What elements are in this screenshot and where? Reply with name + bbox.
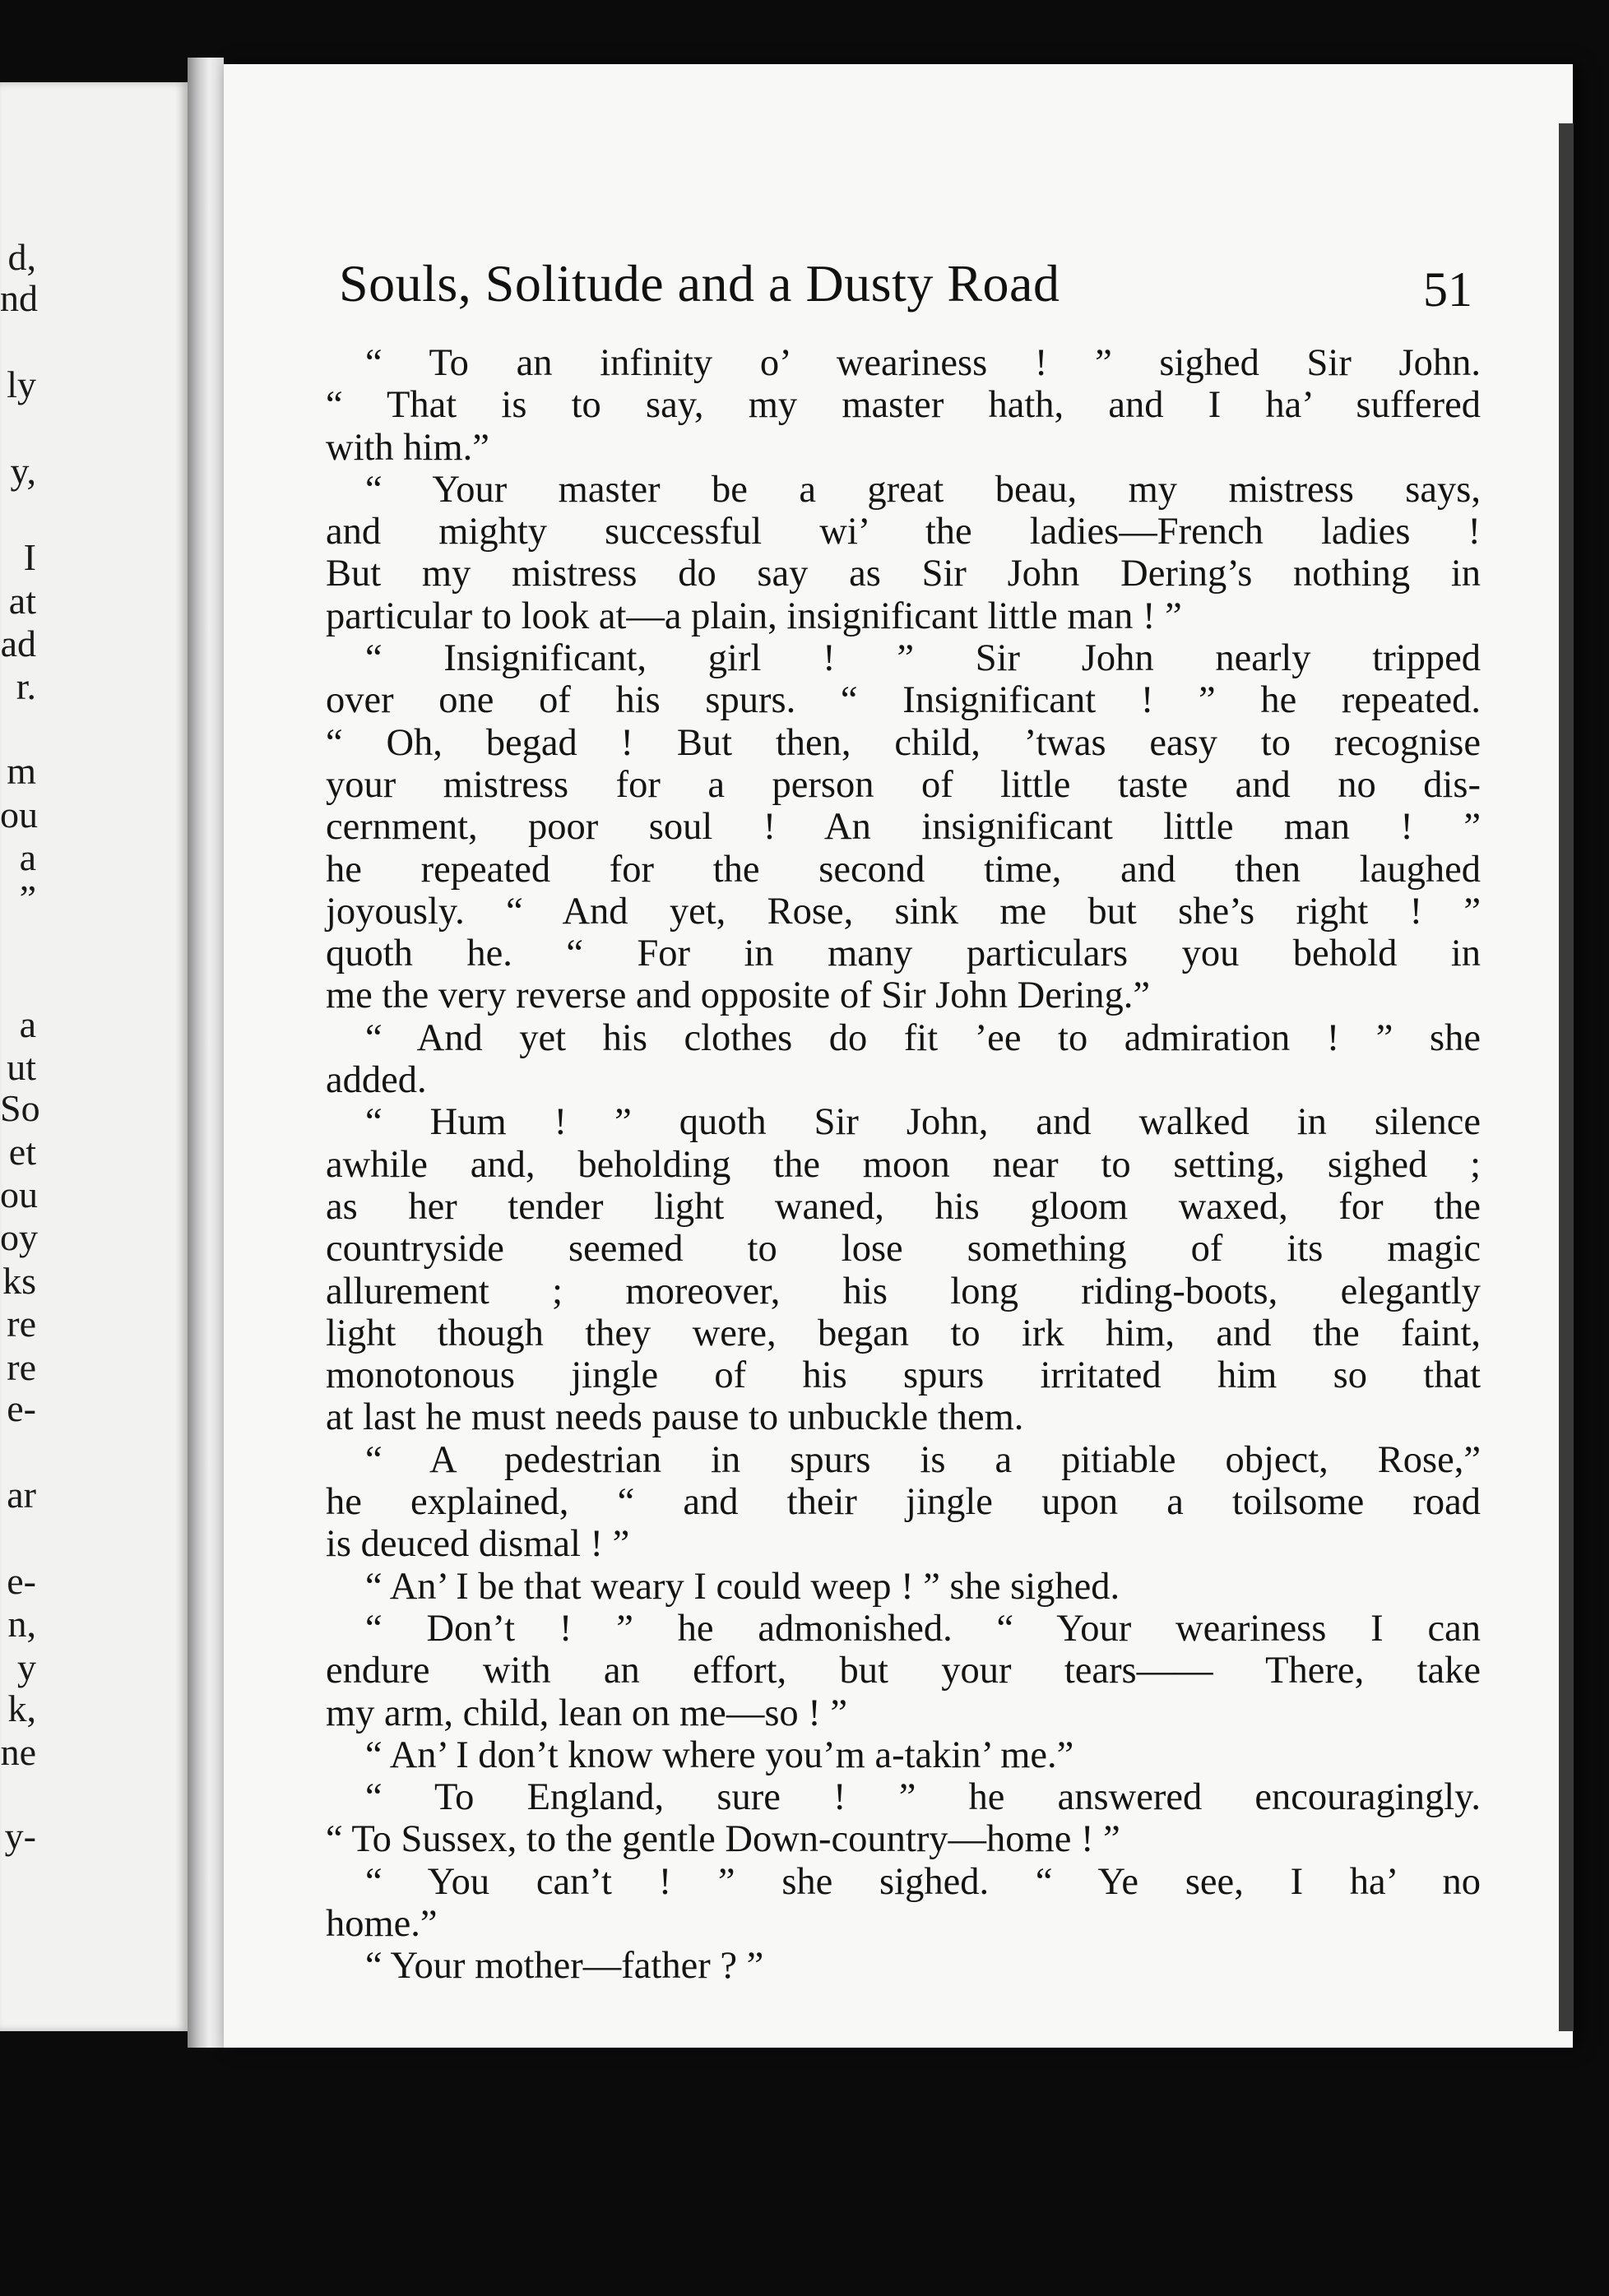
facing-page-fragment: ne — [0, 1731, 36, 1773]
text-line: particular to look at—a plain, insignificant little man ! ” — [326, 595, 1182, 637]
text-line: my arm, child, lean on me—so ! ” — [326, 1692, 848, 1734]
text-line: he explained, “ and their jingle upon a toilsome road — [326, 1481, 1481, 1524]
page-header — [339, 253, 1573, 327]
facing-page-fragment: ou — [0, 794, 38, 836]
text-line: quoth he. “ For in many particulars you behold in — [326, 933, 1481, 975]
facing-page-fragment: re — [7, 1346, 36, 1388]
facing-page-fragment: d, — [7, 236, 36, 278]
facing-page-fragment: ks — [2, 1260, 36, 1302]
text-line: monotonous jingle of his spurs irritated him so that — [326, 1354, 1481, 1397]
facing-page-fragment: re — [7, 1303, 36, 1345]
text-line: “ A pedestrian in spurs is a pitiable object, Rose,” — [365, 1438, 1481, 1481]
text-line: at last he must needs pause to unbuckle them. — [326, 1396, 1024, 1439]
text-line: “ An’ I be that weary I could weep ! ” she sighed. — [365, 1565, 1120, 1608]
text-line: me the very reverse and opposite of Sir John Dering.” — [326, 974, 1151, 1017]
facing-page-edge — [0, 82, 188, 2031]
text-line: “ Your master be a great beau, my mistress says, — [365, 468, 1481, 511]
text-line: “ An’ I don’t know where you’m a-takin’ me.” — [365, 1734, 1074, 1776]
text-line: “ Hum ! ” quoth Sir John, and walked in silence — [365, 1101, 1481, 1144]
facing-page-fragment: y — [17, 1646, 36, 1688]
text-line: awhile and, beholding the moon near to setting, sighed ; — [326, 1143, 1481, 1186]
text-line: joyously. “ And yet, Rose, sink me but she’s right ! ” — [326, 890, 1481, 933]
text-line: “ Insignificant, girl ! ” Sir John nearly tripped — [365, 637, 1481, 680]
text-line: cernment, poor soul ! An insignificant little man ! ” — [326, 806, 1481, 849]
book-gutter — [188, 58, 224, 2048]
facing-page-fragment: et — [8, 1131, 36, 1173]
text-line: and mighty successful wi’ the ladies—French ladies ! — [326, 511, 1481, 553]
text-line: “ That is to say, my master hath, and I ha’ suffered — [326, 384, 1481, 427]
page-number: 51 — [1423, 262, 1472, 317]
text-line: your mistress for a person of little taste and no dis- — [326, 763, 1481, 806]
facing-page-fragment: ly — [7, 363, 36, 405]
facing-page-fragment: I — [23, 536, 36, 578]
text-line: “ You can’t ! ” she sighed. “ Ye see, I ha’ no — [365, 1860, 1481, 1903]
running-head: Souls, Solitude and a Dusty Road — [339, 254, 1060, 312]
facing-page-fragment: m — [7, 750, 36, 792]
facing-page-fragment: ou — [0, 1173, 38, 1215]
text-line: as her tender light waned, his gloom waxed, for the — [326, 1185, 1481, 1228]
facing-page-fragment: nd — [0, 277, 38, 319]
facing-page-fragment: y, — [10, 450, 36, 492]
text-line: “ And yet his clothes do fit ’ee to admiration ! ” she — [365, 1016, 1481, 1059]
facing-page-fragment: k, — [7, 1687, 36, 1729]
facing-page-fragment: at — [8, 580, 36, 622]
text-line: allurement ; moreover, his long riding-boots, elegantly — [326, 1270, 1481, 1312]
text-line: “ Don’t ! ” he admonished. “ Your weariness I can — [365, 1607, 1481, 1650]
text-line: “ Your mother—father ? ” — [365, 1945, 764, 1988]
text-line: home.” — [326, 1902, 438, 1945]
facing-page-fragment: e- — [7, 1387, 36, 1429]
facing-page-fragment: ar — [7, 1474, 36, 1516]
text-line: “ To England, sure ! ” he answered encouragingly. — [365, 1776, 1481, 1819]
facing-page-fragment: a — [19, 836, 36, 878]
text-line: over one of his spurs. “ Insignificant ! ” he repeated. — [326, 679, 1481, 722]
facing-page-fragment: ut — [7, 1046, 36, 1088]
facing-page-fragment: r. — [16, 665, 36, 707]
text-line: light though they were, began to irk him, and the faint, — [326, 1312, 1481, 1354]
text-line: “ To an infinity o’ weariness ! ” sighed Sir John. — [365, 342, 1481, 384]
facing-page-fragment: So — [0, 1087, 40, 1129]
facing-page-fragment: ad — [0, 623, 36, 664]
text-line: “ To Sussex, to the gentle Down-country—home ! ” — [326, 1818, 1120, 1861]
facing-page-fragment: ” — [19, 877, 36, 919]
facing-page-fragment: a — [19, 1003, 36, 1045]
book-page — [224, 64, 1573, 2048]
page-edge-shadow — [1559, 123, 1574, 2031]
facing-page-fragment: oy — [0, 1216, 38, 1258]
body-text — [326, 342, 1481, 1988]
text-line: with him.” — [326, 426, 489, 469]
text-line: “ Oh, begad ! But then, child, ’twas easy to recognise — [326, 721, 1481, 764]
text-line: is deuced dismal ! ” — [326, 1523, 630, 1566]
facing-page-fragment: e- — [7, 1560, 36, 1602]
text-line: But my mistress do say as Sir John Dering’s nothing in — [326, 553, 1481, 595]
facing-page-fragment: y- — [4, 1815, 36, 1857]
text-line: he repeated for the second time, and then laughed — [326, 848, 1481, 891]
text-line: added. — [326, 1059, 427, 1102]
text-line: countryside seemed to lose something of its magic — [326, 1228, 1481, 1271]
facing-page-fragment: n, — [7, 1603, 36, 1645]
text-line: endure with an effort, but your tears—— There, take — [326, 1650, 1481, 1692]
